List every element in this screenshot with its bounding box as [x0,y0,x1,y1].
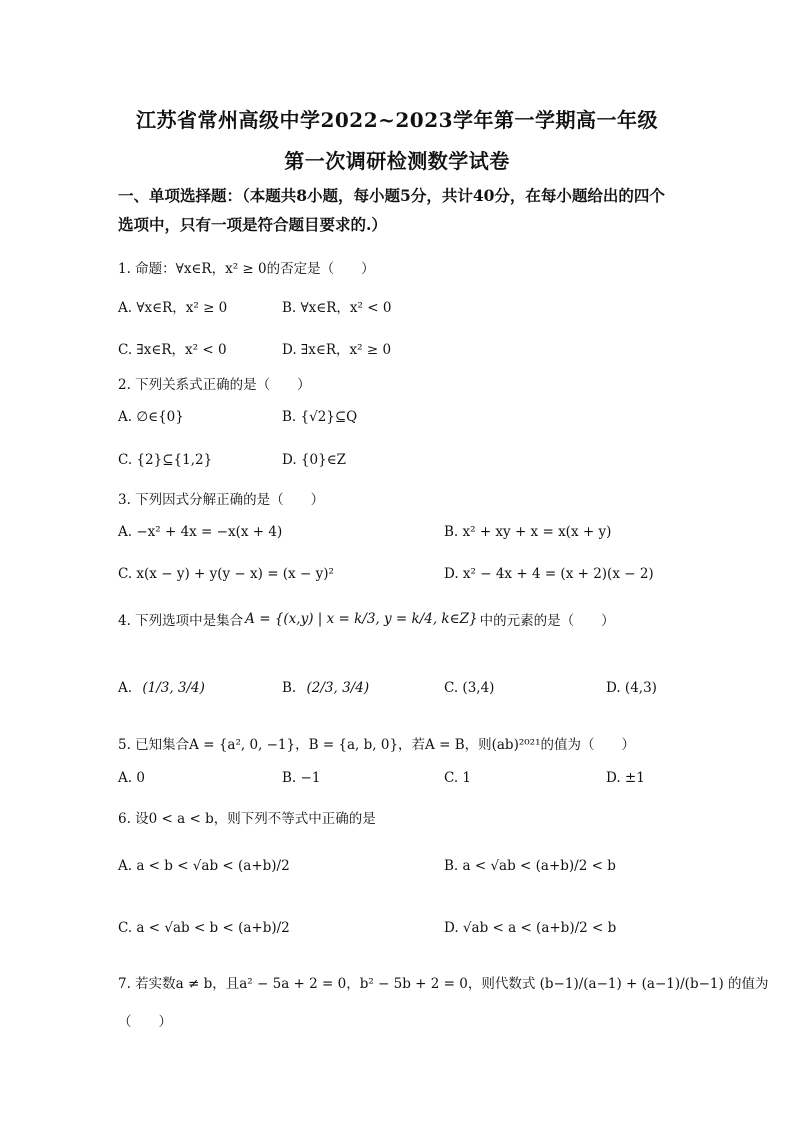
question-4-option-a-label: A. [118,680,133,696]
question-4-option-b-value: (2/3, 3/4) [306,680,370,696]
exam-title-line1: 江苏省常州高级中学2022~2023学年第一学期高一年级 [135,108,659,132]
question-3-stem: 3. 下列因式分解正确的是（ ） [118,492,325,508]
question-2-option-d: D. {0}∈Z [282,452,347,468]
question-6-option-c: C. a < √ab < b < (a+b)/2 [118,920,290,936]
question-2-option-b: B. {√2}⊆Q [282,409,358,425]
question-2-stem: 2. 下列关系式正确的是（ ） [118,377,311,393]
question-1-option-c: C. ∃x∈R，x² < 0 [118,342,227,358]
question-1-option-b: B. ∀x∈R，x² < 0 [282,300,392,316]
question-2-option-a: A. ∅∈{0} [118,409,184,425]
question-5-option-a: A. 0 [118,770,145,786]
question-4-option-c: C. (3,4) [444,680,495,696]
question-6-option-b: B. a < √ab < (a+b)/2 < b [444,858,616,874]
question-4-option-b-label: B. [282,680,297,696]
question-5-option-d: D. ±1 [606,770,645,786]
question-1-option-d: D. ∃x∈R，x² ≥ 0 [282,342,392,358]
question-4-stem [118,609,615,629]
question-5-option-b: B. −1 [282,770,321,786]
question-6-stem: 6. 设0 < a < b，则下列不等式中正确的是 [118,811,376,827]
question-2-option-c: C. {2}⊆{1,2} [118,452,213,468]
question-4-option-b [282,680,369,696]
question-3-option-b: B. x² + xy + x = x(x + y) [444,524,612,540]
question-1-stem: 1. 命题：∀x∈R，x² ≥ 0的否定是（ ） [118,261,375,277]
question-7-stem: 7. 若实数a ≠ b，且a² − 5a + 2 = 0，b² − 5b + 2 = 0，则代数式 (b−1)/(a−1) + (a−1)/(b−1) 的值为 [118,976,769,992]
question-1-option-a: A. ∀x∈R，x² ≥ 0 [118,300,228,316]
question-4-stem-prefix: 4. 下列选项中是集合 [118,613,244,629]
section-heading: 一、单项选择题：（本题共8小题，每小题5分，共计40分，在每小题给出的四个选项中，只有一项是符合题目要求的.） [118,186,665,234]
question-5-stem: 5. 已知集合A = {a², 0, −1}，B = {a, b, 0}，若A = B，则(ab)²⁰²¹的值为（ ） [118,737,635,753]
question-4-set-definition: A = {(x,y) | x = k/3, y = k/4, k∈Z} [245,611,478,627]
question-6-option-d: D. √ab < a < (a+b)/2 < b [444,920,617,936]
question-7-answer-parens: （ ） [118,1014,172,1030]
question-6-option-a: A. a < b < √ab < (a+b)/2 [118,858,290,874]
question-3-option-a: A. −x² + 4x = −x(x + 4) [118,524,283,540]
question-4-option-a [118,680,205,696]
question-5-option-c: C. 1 [444,770,472,786]
question-3-option-d: D. x² − 4x + 4 = (x + 2)(x − 2) [444,566,654,582]
question-4-option-d: D. (4,3) [606,680,657,696]
question-4-option-a-value: (1/3, 3/4) [142,680,205,696]
exam-title-line2: 第一次调研检测数学试卷 [284,149,510,173]
question-4-stem-suffix: 中的元素的是（ ） [479,613,615,629]
question-3-option-c: C. x(x − y) + y(y − x) = (x − y)² [118,566,334,582]
